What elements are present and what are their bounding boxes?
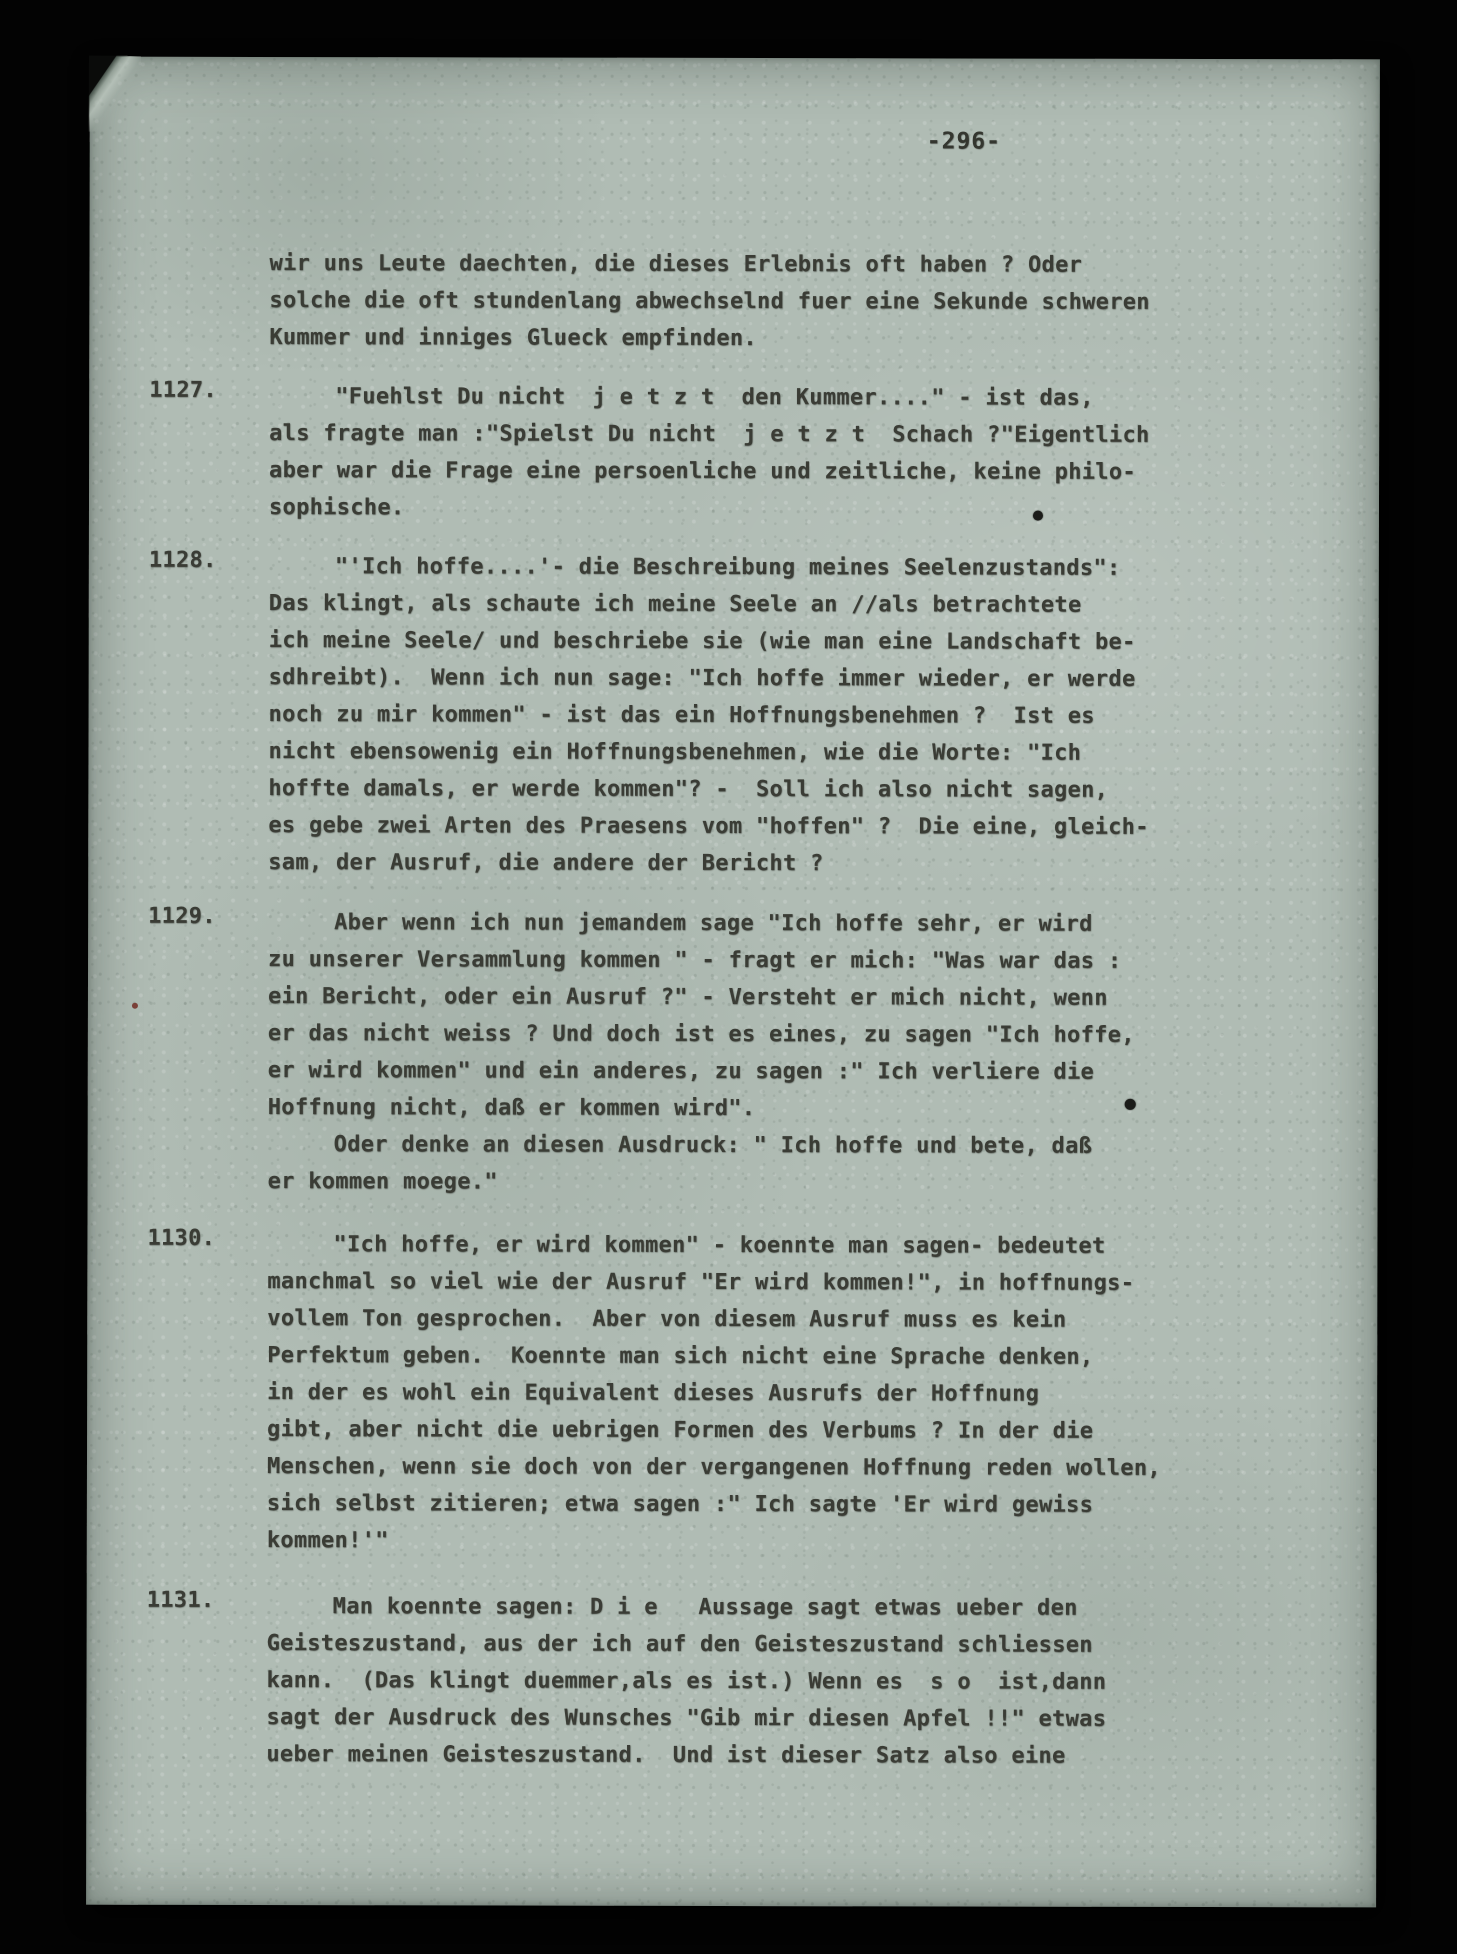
text-line: vollem Ton gesprochen. Aber von diesem Ausruf muss es kein [267, 1306, 1067, 1333]
text-line: ueber meinen Geisteszustand. Und ist dieser Satz also eine [266, 1742, 1066, 1769]
text-line: sam, der Ausruf, die andere der Bericht ? [268, 850, 824, 877]
text-line: nicht ebensowenig ein Hoffnungsbenehmen, wie die Worte: "Ich [268, 739, 1082, 766]
text-line: ich meine Seele/ und beschriebe sie (wie man eine Landschaft be- [268, 628, 1136, 655]
text-line: kommen!'" [266, 1528, 389, 1554]
remark-number: 1130. [147, 1225, 216, 1251]
text-line: Perfektum geben. Koennte man sich nicht eine Sprache denken, [267, 1343, 1094, 1370]
text-line: es gebe zwei Arten des Praesens vom "hoffen" ? Die eine, gleich- [268, 813, 1149, 840]
text-line: er wird kommen" und ein anderes, zu sagen :" Ich verliere die [267, 1058, 1095, 1085]
text-line: Kummer und inniges Glueck empfinden. [269, 325, 757, 352]
text-line: Aber wenn ich nun jemandem sage "Ich hoffe sehr, er wird [334, 910, 1093, 937]
text-line: gibt, aber nicht die uebrigen Formen des Verbums ? In der die [267, 1417, 1094, 1444]
text-line: als fragte man :"Spielst Du nicht j e t z t Schach ?"Eigentlich [269, 421, 1150, 448]
paragraph-1129 [148, 903, 1199, 1202]
text-line: Das klingt, als schaute ich meine Seele an //als betrachtete [268, 591, 1082, 618]
remark-number: 1127. [149, 377, 217, 403]
text-line: "Fuehlst Du nicht j e t z t den Kummer...." - ist das, [335, 384, 1094, 411]
typed-dot-mark-1 [1033, 511, 1043, 521]
page-number: -296- [926, 128, 1002, 155]
text-line: Menschen, wenn sie doch von der vergangenen Hoffnung reden wollen, [266, 1454, 1161, 1481]
paragraph-1127 [149, 377, 1199, 528]
text-line: manchmal so viel wie der Ausruf "Er wird kommen!", in hoffnungs- [267, 1269, 1135, 1296]
text-line: sophische. [268, 495, 405, 521]
text-line: hoffte damals, er werde kommen"? - Soll ich also nicht sagen, [268, 776, 1109, 803]
text-line: solche die oft stundenlang abwechselnd fuer eine Sekunde schweren [269, 288, 1150, 315]
remark-number: 1131. [146, 1587, 215, 1613]
text-line: sdhreibt). Wenn ich nun sage: "Ich hoffe immer wieder, er werde [268, 665, 1136, 692]
text-line: er kommen moege." [267, 1169, 498, 1195]
paragraph-intro [269, 245, 1199, 358]
text-line: ein Bericht, oder ein Ausruf ?" - Versteht er mich nicht, wenn [267, 984, 1108, 1011]
typed-dot-mark-2 [1125, 1099, 1136, 1110]
text-line: sagt der Ausdruck des Wunsches "Gib mir diesen Apfel !!" etwas [266, 1705, 1107, 1732]
text-line: "Ich hoffe, er wird kommen" - koennte man sagen- bedeutet [333, 1232, 1106, 1259]
paragraph-1130 [147, 1225, 1198, 1561]
text-line: kann. (Das klingt duemmer,als es ist.) Wenn es s o ist,dann [266, 1668, 1107, 1695]
red-ink-speck [132, 1003, 138, 1009]
text-line: Oder denke an diesen Ausdruck: " Ich hoffe und bete, daß [333, 1132, 1093, 1159]
paragraph-1128 [148, 547, 1199, 883]
text-line: wir uns Leute daechten, die dieses Erlebnis oft haben ? Oder [269, 251, 1083, 278]
remark-number: 1128. [148, 547, 217, 573]
text-line: "'Ich hoffe....'- die Beschreibung meines Seelenzustands": [334, 554, 1121, 581]
text-line: Geisteszustand, aus der ich auf den Geisteszustand schliessen [266, 1631, 1093, 1658]
typescript-text-block [146, 245, 1199, 1775]
text-line: Hoffnung nicht, daß er kommen wird". [267, 1095, 756, 1122]
folded-corner [89, 56, 141, 132]
text-line: noch zu mir kommen" - ist das ein Hoffnungsbenehmen ? Ist es [268, 702, 1095, 729]
text-line: zu unserer Versammlung kommen " - fragt er mich: "Was war das : [268, 947, 1122, 974]
text-line: sich selbst zitieren; etwa sagen :" Ich sagte 'Er wird gewiss [266, 1491, 1094, 1518]
remark-number: 1129. [148, 903, 216, 929]
text-line: er das nicht weiss ? Und doch ist es eines, zu sagen "Ich hoffe, [267, 1021, 1135, 1048]
paragraph-1131 [146, 1587, 1196, 1775]
text-line: aber war die Frage eine persoenliche und zeitliche, keine philo- [269, 458, 1136, 485]
text-line: Man koennte sagen: D i e Aussage sagt etwas ueber den [332, 1594, 1078, 1621]
scanned-typescript-page [86, 57, 1380, 1908]
text-line: in der es wohl ein Equivalent dieses Ausrufs der Hoffnung [267, 1380, 1040, 1407]
